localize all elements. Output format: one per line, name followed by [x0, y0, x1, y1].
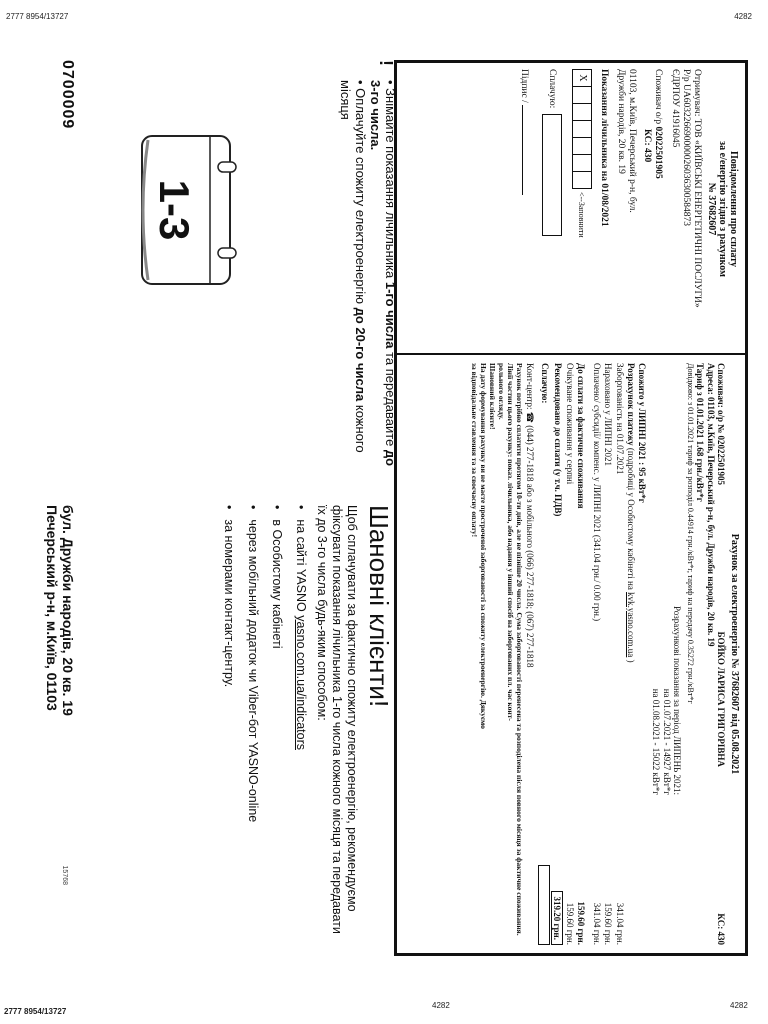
charged-value: 159.60 грн. [603, 902, 614, 945]
bank-account: Р/р UA603226690000026036300584873 [681, 69, 691, 227]
recipient-label: Отримувач: [692, 69, 702, 117]
expected-row [565, 363, 576, 945]
address-line-1: 01103, м.Київ, Печерський р-н, бул. [627, 69, 637, 213]
debt-label: Заборгованість на 01.07.2021 [615, 363, 625, 475]
meter-digit-cell[interactable] [572, 120, 592, 138]
method-item [221, 505, 236, 945]
meter-label: Показання лічильника на 01/08/2021 [599, 69, 609, 227]
fine-print-6: за відповідальне ставлення та за своєчасну оплату! [470, 363, 480, 538]
bill-header: Рахунок за електроенергію № 37682607 від 05.08.2021 [729, 533, 740, 775]
meter-cells[interactable] [572, 69, 592, 188]
corner-code-bottom-right: 4282 [730, 1001, 748, 1010]
pay-actual-value: 159.60 грн. [576, 901, 587, 945]
corner-code-bottom-mid: 4282 [432, 1001, 450, 1010]
signature-label: Підпис / [519, 69, 529, 103]
meter-digit-cell[interactable] [572, 137, 592, 155]
bill-consumer-name: БОЙКО ЛАРИСА ГРИГОРІВНА [716, 631, 727, 767]
consumer-number: 02022501905 [653, 126, 663, 179]
recipient-name: ТОВ «КИЇВСЬКІ ЕНЕРГЕТИЧНІ ПОСЛУГИ» [692, 118, 702, 308]
document-code: 0700009 [59, 60, 76, 130]
recommended-row [551, 363, 564, 945]
bullet-icon: • [270, 505, 284, 510]
paid-amount-box[interactable] [542, 114, 562, 236]
contact-row [525, 363, 536, 945]
signature-row [518, 69, 532, 349]
fill-note: <--Заповнити [577, 192, 587, 238]
calc-label: Розрахунок платежу [626, 363, 637, 446]
exclaim-icon: ! [376, 60, 396, 66]
bill-consumer-number: 02022501905 [716, 435, 727, 486]
paid-row [542, 69, 562, 349]
corner-code-bottom-left: 2777 8954/13727 [4, 1007, 67, 1016]
paid-line: Оплачено/ субсидії/ компенс. у ЛИПНІ 2021 (341.04 грн./ 0.00 грн.) [592, 363, 602, 622]
reminder-column [18, 60, 398, 470]
recommended-value: 319.20 грн. [551, 891, 564, 945]
fine-print-4: Шановний клієнте! [488, 363, 498, 430]
corner-code-top-right: 4282 [734, 12, 752, 21]
stub-title: Повідомлення про сплату [728, 150, 739, 268]
method-text: на сайті YASNO yasno.com.ua/indicators [294, 519, 308, 750]
bill-body [403, 363, 739, 945]
expected-label: Очікуване споживання у серпні [565, 363, 575, 485]
bill-consumer-label: Споживач: о/р № [716, 363, 727, 434]
reading-end: на 01.08.2021 - 15022 кВт*г [651, 688, 662, 795]
bill-frame [394, 60, 748, 956]
greeting: Шановні клієнти! [364, 505, 394, 708]
charged-row [603, 363, 614, 945]
reminder-readings: • Знімайте показання лічильника 1-го числа та передавайте до 3-го числа. [368, 80, 398, 467]
stub-bill-number: № 37682607 [706, 182, 717, 236]
bill-consumer-row [716, 363, 727, 945]
expected-value: 159.60 грн. [565, 902, 575, 945]
contact-value: (044) 277-1818 або з мобільного (066) 277-1818; (067) 277-1818 [525, 425, 535, 668]
calc-link-prefix: (подробиці у Особистому кабінеті на [626, 447, 637, 590]
paying-label: Сплачую: [540, 363, 550, 404]
info-column [18, 505, 398, 945]
tear-line [397, 353, 745, 355]
paid-label: Сплачую: [547, 69, 558, 109]
tiny-code: 15768 [61, 865, 68, 885]
cabinet-link[interactable]: kvk.yasno.com.ua [626, 592, 637, 658]
method-text: за номерами контакт-центру. [222, 519, 236, 688]
meter-digit-cell[interactable] [572, 103, 592, 121]
bullet-icon: • [222, 505, 236, 510]
contact-label: Конт-центр: [525, 363, 535, 410]
debt-value: 341.04 грн. [615, 902, 625, 945]
meter-reading-input[interactable] [572, 69, 592, 349]
calendar-text: 1-3 [151, 179, 198, 241]
consumed-line: Спожито у ЛИПНІ 2021 : 95 кВт*г [637, 363, 647, 503]
submission-methods [221, 505, 308, 945]
pay-actual-label: До сплати за фактичне споживання [576, 363, 587, 509]
kc-code: КС: 430 [642, 129, 652, 163]
charged-label: Нараховано у ЛИПНІ 2021 [603, 363, 614, 466]
edrpou: ЄДРПОУ 41916045 [670, 69, 680, 148]
office-line-2: Печерський р-н, м.Київ, 01103 [44, 505, 60, 711]
consumer-row [652, 69, 663, 349]
method-text: в Особистому кабінеті [270, 519, 284, 649]
address-line-2: Дружби народів, 20 кв. 19 [616, 69, 626, 174]
paying-box[interactable] [538, 865, 550, 945]
calendar-icon [138, 130, 238, 290]
paid-value: 341.04 грн. [592, 902, 602, 945]
meter-digit-cell[interactable] [572, 86, 592, 104]
method-item [269, 505, 284, 945]
recommended-label: Рекомендовано до сплати (у т.ч. ПДВ) [553, 363, 564, 517]
indicators-link[interactable]: yasno.com.ua/indicators [294, 615, 308, 750]
lower-section [8, 60, 398, 960]
method-item [245, 505, 260, 945]
calc-row: Розрахунок платежу (подробиці у Особистому кабінеті на kvk.yasno.com.ua ) [626, 363, 637, 663]
info-paragraph: Щоб сплачувати за фактично спожиту електроенергію, рекомендуємо фіксувати показання лічильника 1-го числа кожного місяця та передавати їх до 3-го числа будь-яким способом: [315, 505, 359, 934]
office-line-1: бул. Дружби народів, 20 кв. 19 [60, 505, 76, 716]
office-address [44, 505, 76, 716]
consumer-label: Споживач о/р [653, 69, 663, 125]
fine-print-3: рольного огляду. [497, 363, 507, 420]
bill-tariff-note: Довідково: з 01.01.2021 тариф за розподіл 0.44914 грн./кВт*г, тариф на передачу 0.35272 грн./кВт*г [686, 363, 695, 704]
reminder-payment: • Оплачуйте спожиту електроенергію до 20-го числа кожного місяця [338, 80, 368, 453]
recipient-row [691, 69, 702, 349]
meter-digit-cell[interactable]: X [572, 69, 592, 87]
reminders [338, 80, 398, 470]
reading-title: Розрахункові показання за період ЛИПЕНЬ 2021: [672, 605, 683, 795]
pay-actual-row [576, 363, 587, 945]
bill-tariff: Тариф з 01.01.2021 1.68 грн./кВт*г [695, 363, 706, 502]
fine-print-1: Рахунок потрібно сплатити протягом 10-ти днів, але не пізніше 20 числа. Сума заборгованості перенесена та розподілена після повного місяця за фактичне споживання. [515, 363, 525, 936]
method-text: через мобільний додаток чи Viber-бот YASNO-online [246, 519, 260, 823]
bill-address: Адреса: 01103, м.Київ, Печерський р-н, бул. Дружби народів, 20 кв. 19 [706, 363, 716, 647]
phone-icon: ☎ [525, 411, 535, 423]
meter-digit-cell[interactable] [572, 154, 592, 172]
meter-digit-cell[interactable] [572, 171, 592, 189]
payment-stub [403, 69, 739, 349]
fine-print-5: На дату формування рахунку ви не маєте простроченої заборгованості за спожиту електроенергію. Дякуємо [479, 363, 489, 729]
fine-print-2: Лінії частин цього рахунку: показ. лічильника, або надання у інший спосіб на заборгованих пл. час конт- [506, 363, 516, 721]
debt-row [615, 363, 626, 945]
reading-start: на 01.07.2021 - 14927 кВт*г [662, 688, 672, 795]
corner-code-top-left: 2777 8954/13727 [6, 12, 69, 21]
stub-subtitle: за е/енергію згідно з рахунком [717, 141, 728, 277]
bullet-icon: • [294, 505, 308, 510]
bullet-icon: • [246, 505, 260, 510]
paying-row [538, 363, 550, 945]
bill-kc: КС: 430 [716, 913, 727, 945]
paid-row-bill [592, 363, 603, 945]
signature-line[interactable] [522, 105, 532, 195]
method-item [293, 505, 308, 945]
